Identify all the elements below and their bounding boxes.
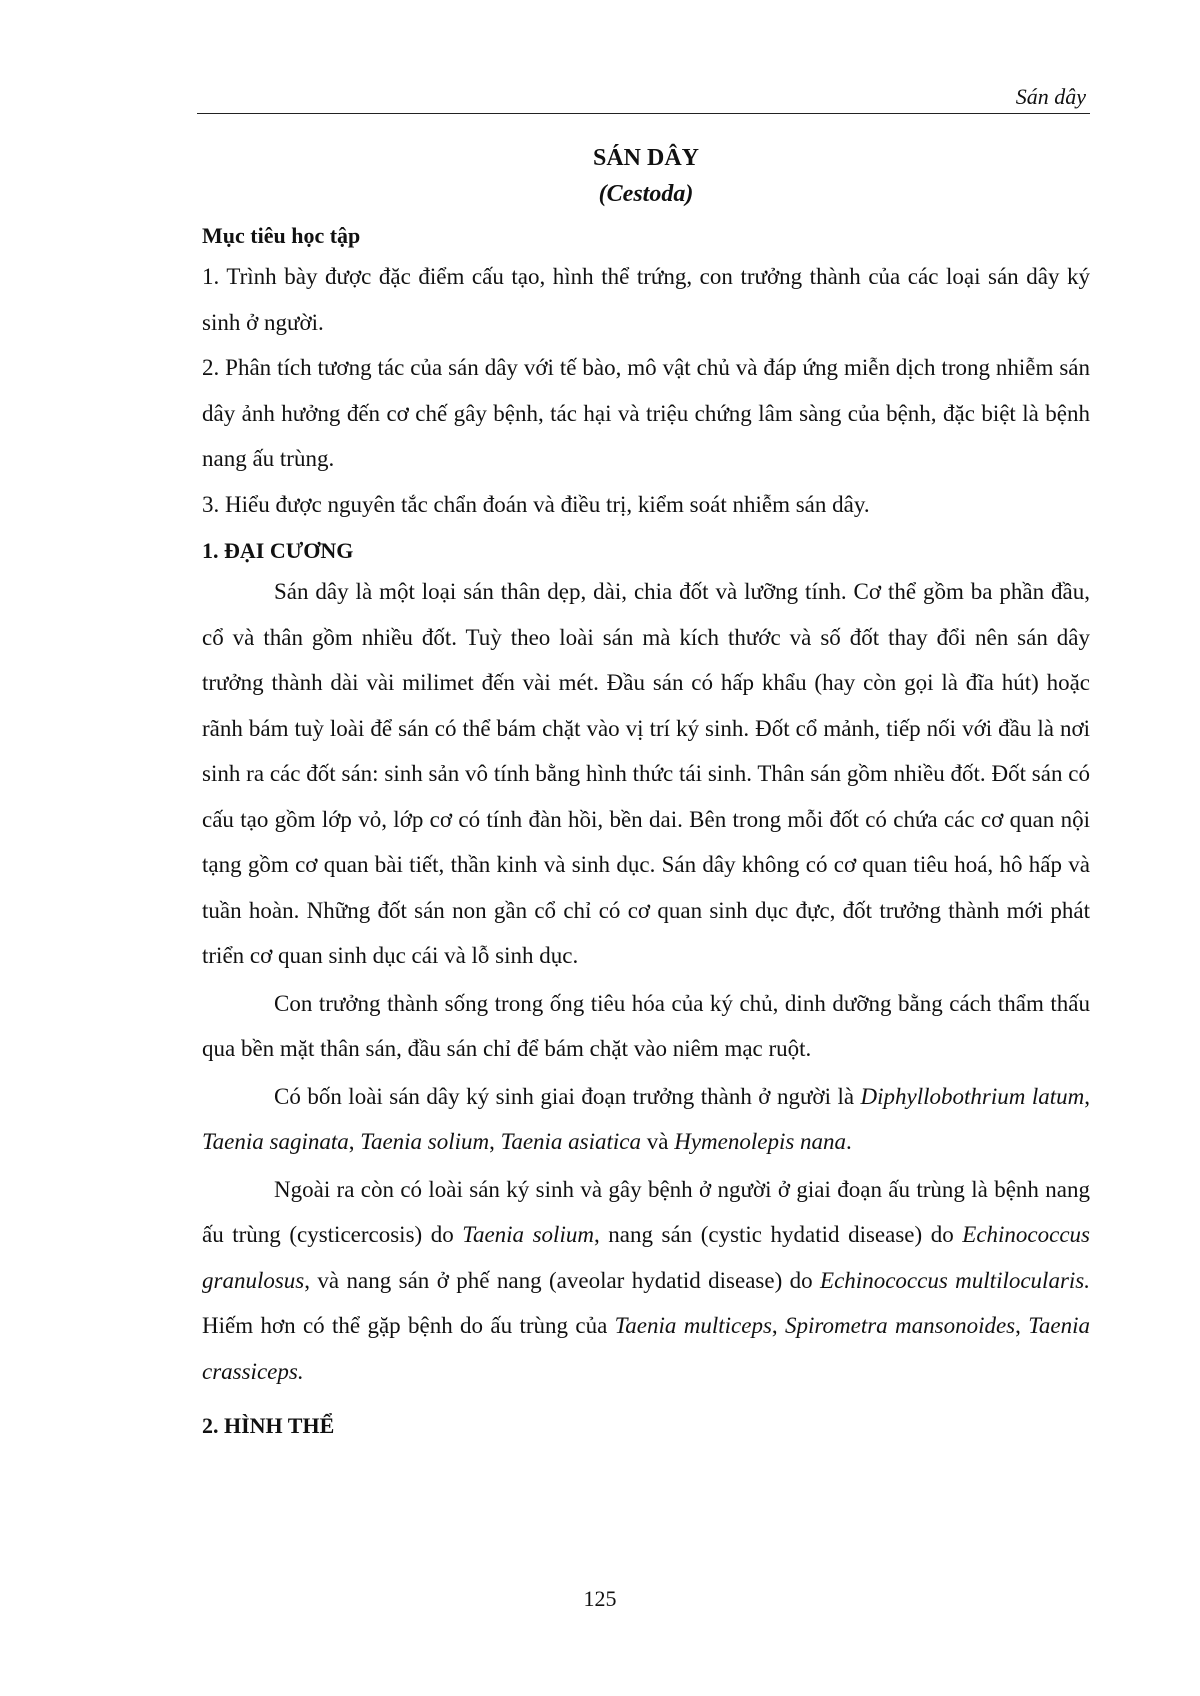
paragraph-larval-diseases bbox=[202, 1167, 1090, 1395]
running-header bbox=[197, 80, 1090, 114]
text-run: , bbox=[1015, 1313, 1029, 1338]
objective-item: 3. Hiểu được nguyên tắc chẩn đoán và điều trị, kiểm soát nhiễm sán dây. bbox=[202, 491, 870, 517]
species-name: Diphyllobothrium latum bbox=[860, 1083, 1085, 1109]
species-name: Echinococcus multilocularis. bbox=[820, 1267, 1090, 1293]
text-run: , bbox=[1084, 1083, 1090, 1109]
species-name: Echinococcus granulosus bbox=[202, 1222, 1090, 1293]
section-heading-introduction: 1. ĐẠI CƯƠNG bbox=[202, 538, 354, 563]
objective-item: 2. Phân tích tương tác của sán dây với tế bào, mô vật chủ và đáp ứng miễn dịch trong nhiễm sán dây ảnh hưởng đến cơ chế gây bệnh, tác hại và triệu chứng lâm sàng của bệnh, đặc biệt là bệnh nang ấu trùng. bbox=[202, 355, 1090, 471]
paragraph-general-description: Sán dây là một loại sán thân dẹp, dài, chia đốt và lưỡng tính. Cơ thể gồm ba phần đầu, cổ và thân gồm nhiều đốt. Tuỳ theo loài sán mà kích thước và số đốt thay đổi nên sán dây trưởng thành dài vài milimet đến vài mét. Đầu sán có hấp khẩu (hay còn gọi là đĩa hút) hoặc rãnh bám tuỳ loài để sán có thể bám chặt vào vị trí ký sinh. Đốt cổ mảnh, tiếp nối với đầu là nơi sinh ra các đốt sán: sinh sản vô tính bằng hình thức tái sinh. Thân sán gồm nhiều đốt. Đốt sán có cấu tạo gồm lớp vỏ, lớp cơ có tính đàn hồi, bền dai. Bên trong mỗi đốt có chứa các cơ quan nội tạng gồm cơ quan bài tiết, thần kinh và sinh dục. Sán dây không có cơ quan tiêu hoá, hô hấp và tuần hoàn. Những đốt sán non gần cổ chỉ có cơ quan sinh dục đực, đốt trưởng thành mới phát triển cơ quan sinh dục cái và lỗ sinh dục. bbox=[202, 579, 1090, 968]
species-name: Taenia solium bbox=[462, 1222, 594, 1247]
text-run: Có bốn loài sán dây ký sinh giai đoạn trưởng thành ở người là bbox=[274, 1083, 861, 1109]
text-run: Hiếm hơn có thể gặp bệnh do ấu trùng của bbox=[202, 1313, 615, 1338]
text-run: Ngoài ra còn có loài sán ký sinh và gây bệnh ở người ở giai đoạn ấu trùng là bệnh nang ấu trùng (cysticercosis) do bbox=[202, 1176, 1090, 1247]
text-run: . bbox=[846, 1129, 852, 1154]
text-run: , bbox=[489, 1129, 501, 1154]
species-name: Taenia asiatica bbox=[500, 1129, 641, 1154]
running-title: Sán dây bbox=[1015, 84, 1086, 109]
species-name: Taenia crassiceps. bbox=[202, 1313, 1091, 1384]
species-name: Taenia multiceps bbox=[614, 1313, 772, 1338]
species-name: Taenia solium bbox=[360, 1129, 490, 1154]
species-name: Taenia saginata bbox=[202, 1129, 349, 1154]
objectives-heading: Mục tiêu học tập bbox=[202, 223, 361, 248]
section-heading-morphology: 2. HÌNH THỂ bbox=[202, 1413, 335, 1438]
text-run: , bbox=[348, 1129, 361, 1154]
species-name: Spirometra mansonoides bbox=[785, 1313, 1016, 1338]
document-title: SÁN DÂY bbox=[592, 145, 699, 171]
paragraph-adult-species bbox=[202, 1074, 1090, 1165]
paragraph-adult-habitat: Con trưởng thành sống trong ống tiêu hóa của ký chủ, dinh dưỡng bằng cách thẩm thấu qua bền mặt thân sán, đầu sán chỉ để bám chặt vào niêm mạc ruột. bbox=[202, 990, 1090, 1061]
objective-item: 1. Trình bày được đặc điểm cấu tạo, hình thể trứng, con trưởng thành của các loại sán dây ký sinh ở người. bbox=[202, 264, 1090, 335]
page-number: 125 bbox=[583, 1586, 617, 1611]
text-run: , và nang sán ở phế nang (aveolar hydatid disease) do bbox=[304, 1267, 821, 1293]
page-content bbox=[202, 140, 1090, 1444]
text-run: , nang sán (cystic hydatid disease) do bbox=[593, 1222, 963, 1247]
text-run: , bbox=[771, 1313, 786, 1338]
text-run: và bbox=[641, 1129, 675, 1154]
document-subtitle: (Cestoda) bbox=[598, 181, 694, 207]
species-name: Hymenolepis nana bbox=[674, 1129, 847, 1154]
